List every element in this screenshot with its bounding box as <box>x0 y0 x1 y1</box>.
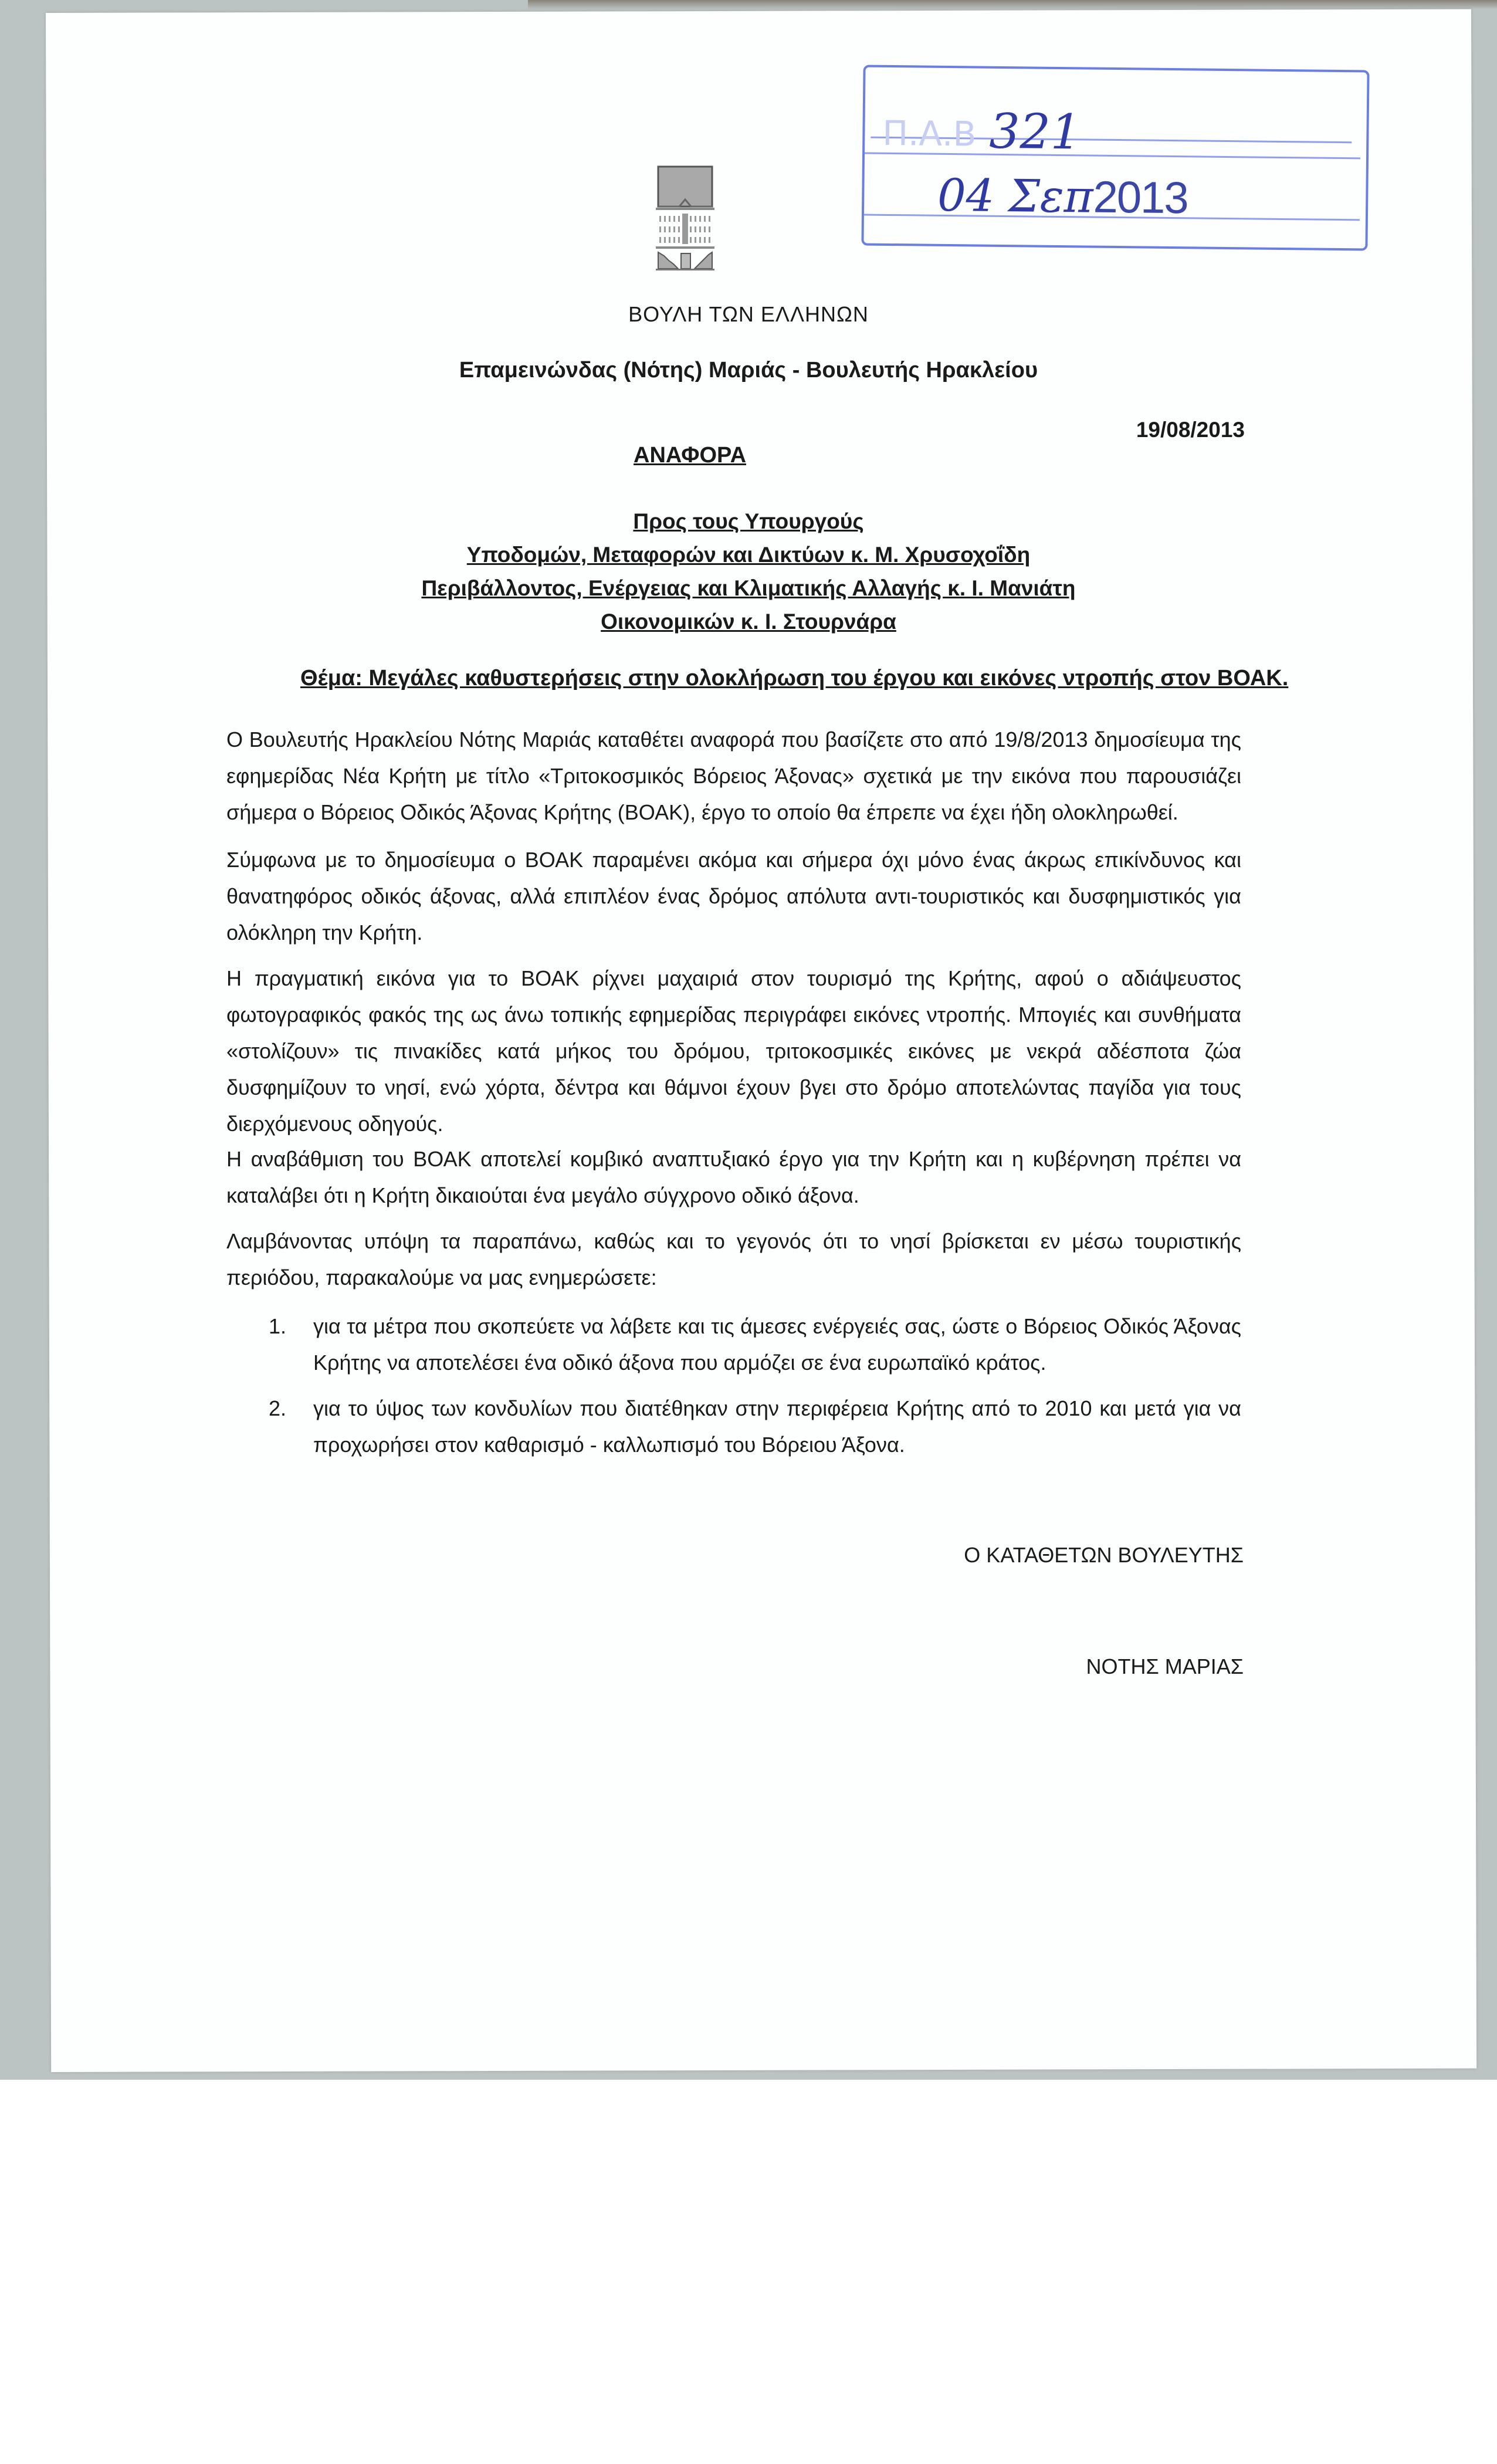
body-paragraph: Σύμφωνα με το δημοσίευμα ο ΒΟΑΚ παραμένει ακόμα και σήμερα όχι μόνο ένας άκρως επικίνδυνος και θανατηφόρος οδικός άξονας, αλλά επιπλέον ένας δρόμος απόλυτα αντι-τουριστικός και δυσφημιστικός για ολόκληρη την Κρήτη. <box>226 848 1241 945</box>
request-number: 2. <box>269 1396 287 1420</box>
body-paragraph: Η πραγματική εικόνα για το ΒΟΑΚ ρίχνει μαχαιριά στον τουρισμό της Κρήτης, αφού ο αδιάψευστος φωτογραφικός φακός της ως άνω τοπικής εφημερίδας περιγράφει εικόνες ντροπής. Μπογιές και συνθήματα «στολίζουν» τις πινακίδες κατά μήκος του δρόμου, τριτοκοσμικές εικόνες με νεκρά αδέσποτα ζώα δυσφημίζουν το νησί, ενώ χόρτα, δέντρα και θάμνοι έχουν βγει στο δρόμο αποτελώντας παγίδα για τους διερχόμενους οδηγούς. <box>226 966 1241 1136</box>
body-paragraph: Η αναβάθμιση του ΒΟΑΚ αποτελεί κομβικό αναπτυξιακό έργο για την Κρήτη και η κυβέρνηση πρέπει να καταλάβει ότι η Κρήτη δικαιούται ένα μεγάλο σύγχρονο οδικό άξονα. <box>226 1147 1241 1207</box>
scan-edge-shadow <box>528 0 1497 9</box>
stamp-date-handwritten: 04 Σεπ <box>937 168 1094 223</box>
stamp-protocol-number: 321 <box>988 103 1082 161</box>
recipients-title: Προς τους Υπουργούς <box>633 509 864 533</box>
recipients-block <box>0 505 1497 638</box>
parliament-name: ΒΟΥΛΗ ΤΩΝ ΕΛΛΗΝΩΝ <box>628 302 869 326</box>
request-text: για το ύψος των κονδυλίων που διατέθηκαν στην περιφέρεια Κρήτης από το 2010 και μετά για να προχωρήσει στον καθαρισμό - καλλωπισμό του Βόρειου Άξονα. <box>313 1396 1241 1457</box>
body-paragraph: Ο Βουλευτής Ηρακλείου Νότης Μαριάς καταθέτει αναφορά που βασίζετε στο από 19/8/2013 δημοσίευμα της εφημερίδας Νέα Κρήτη με τίτλο «Τριτοκοσμικός Βόρειος Άξονας» σχετικά με την εικόνα που παρουσιάζει σήμερα ο Βόρειος Οδικός Άξονας Κρήτης (ΒΟΑΚ), έργο το οποίο θα έπρεπε να έχει ήδη ολοκληρωθεί. <box>226 727 1241 824</box>
registration-stamp <box>861 65 1369 251</box>
document-date: 19/08/2013 <box>1136 418 1245 442</box>
subject-line: Θέμα: Μεγάλες καθυστερήσεις στην ολοκλήρωση του έργου και εικόνες ντροπής στον ΒΟΑΚ. <box>300 666 1289 691</box>
stamp-date <box>937 169 1188 224</box>
body-paragraph: Λαμβάνοντας υπόψη τα παραπάνω, καθώς και το γεγονός ότι το νησί βρίσκεται εν μέσω τουριστικής περιόδου, παρακαλούμε να μας ενημερώσετε: <box>226 1229 1241 1289</box>
signature-title: Ο ΚΑΤΑΘΕΤΩΝ ΒΟΥΛΕΥΤΗΣ <box>964 1543 1244 1567</box>
recipient-line: Υποδομών, Μεταφορών και Δικτύων κ. Μ. Χρυσοχοΐδη <box>466 543 1031 567</box>
document-type: ΑΝΑΦΟΡΑ <box>634 443 747 468</box>
parliament-building-logo-icon <box>656 165 714 271</box>
request-text: για τα μέτρα που σκοπεύετε να λάβετε και τις άμεσες ενέργειές σας, ώστε ο Βόρειος Οδικός Άξονας Κρήτης να αποτελέσει ένα οδικό άξονα που αρμόζει σε ένα ευρωπαϊκό κράτος. <box>313 1314 1241 1375</box>
stamp-faded-label: Π.Α.Β <box>882 113 977 154</box>
signature-name: ΝΟΤΗΣ ΜΑΡΙΑΣ <box>1086 1654 1244 1678</box>
recipient-line: Περιβάλλοντος, Ενέργειας και Κλιματικής Αλλαγής κ. Ι. Μανιάτη <box>421 576 1076 600</box>
stamp-date-year: 2013 <box>1093 172 1188 224</box>
recipient-line: Οικονομικών κ. Ι. Στουρνάρα <box>601 610 896 634</box>
request-number: 1. <box>269 1314 287 1338</box>
mp-name-heading: Επαμεινώνδας (Νότης) Μαριάς - Βουλευτής Ηρακλείου <box>459 358 1038 383</box>
